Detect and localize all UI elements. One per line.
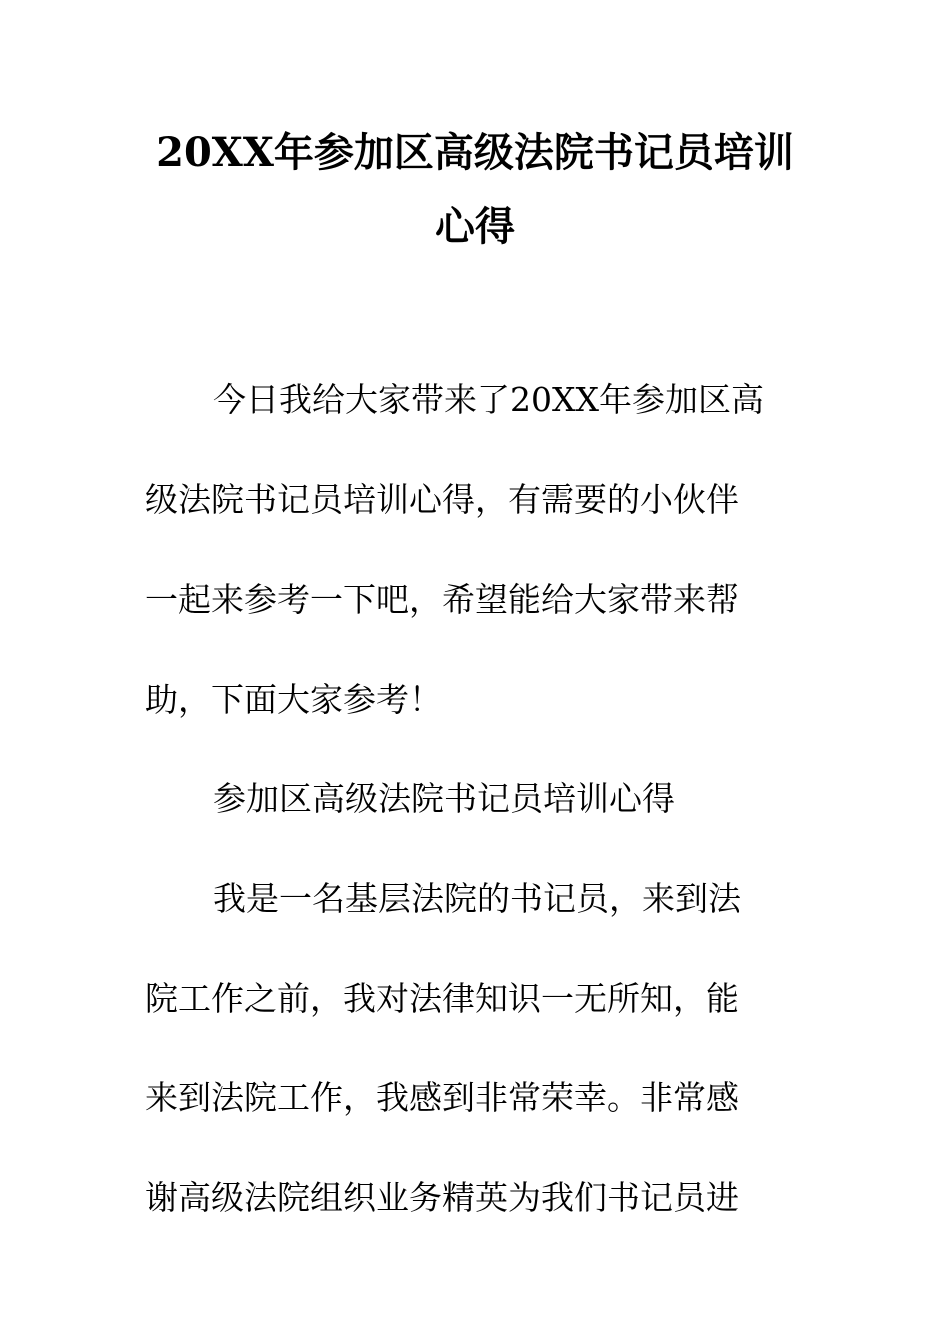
paragraph-line: 我是一名基层法院的书记员，来到法 xyxy=(213,879,741,918)
document-title-line-1: 20XX年参加区高级法院书记员培训 xyxy=(156,129,794,176)
paragraph-line: 级法院书记员培训心得，有需要的小伙伴 xyxy=(145,480,739,519)
section-heading: 参加区高级法院书记员培训心得 xyxy=(213,779,675,818)
paragraph-line: 一起来参考一下吧，希望能给大家带来帮 xyxy=(145,580,739,619)
paragraph-line: 院工作之前，我对法律知识一无所知，能 xyxy=(145,979,739,1018)
document-title-line-2: 心得 xyxy=(435,203,515,250)
paragraph-line: 来到法院工作，我感到非常荣幸。非常感 xyxy=(145,1078,739,1117)
paragraph-line: 今日我给大家带来了20XX年参加区高 xyxy=(213,380,764,419)
paragraph-line: 谢高级法院组织业务精英为我们书记员进 xyxy=(145,1178,739,1217)
paragraph-line: 助，下面大家参考！ xyxy=(145,680,442,719)
